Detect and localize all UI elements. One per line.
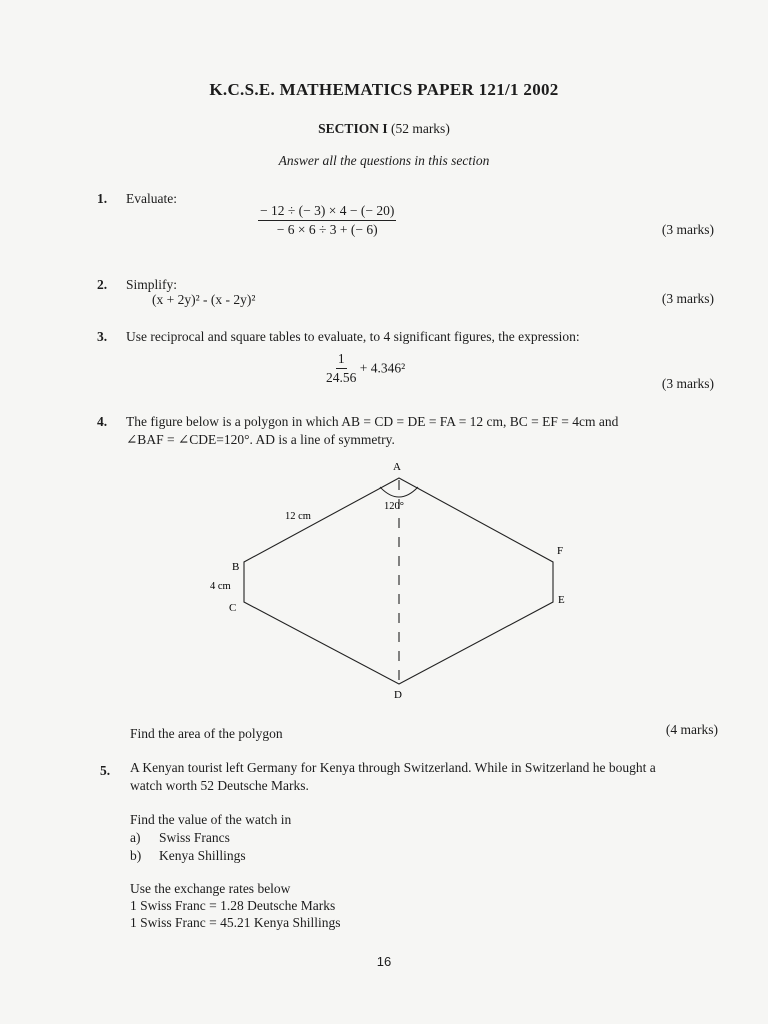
q1-denominator: − 6 × 6 ÷ 3 + (− 6) — [276, 222, 378, 237]
q1-number: 1. — [97, 191, 108, 206]
page-number: 16 — [376, 954, 392, 969]
q5-find: Find the value of the watch in — [130, 812, 292, 827]
section-instruction: Answer all the questions in this section — [278, 153, 490, 168]
q5-rate-1: 1 Swiss Franc = 1.28 Deutsche Marks — [130, 898, 336, 913]
label-e: E — [558, 594, 565, 606]
q5-line2: watch worth 52 Deutsche Marks. — [130, 778, 309, 793]
q5-part-b-text: Kenya Shillings — [159, 848, 246, 863]
q3-number: 3. — [97, 329, 108, 344]
q3-text: Use reciprocal and square tables to evaluate, to 4 significant figures, the expression: — [126, 329, 580, 344]
q5-part-b-label: b) — [130, 848, 142, 863]
q4-line2: ∠BAF = ∠CDE=120°. AD is a line of symmetry. — [126, 432, 395, 447]
q2-text: Simplify: — [126, 277, 178, 292]
q2-expression: (x + 2y)² - (x - 2y)² — [152, 292, 256, 307]
q5-line1: A Kenyan tourist left Germany for Kenya through Switzerland. While in Switzerland he bought a — [130, 760, 656, 775]
section-marks: (52 marks) — [390, 121, 450, 136]
paper-title: K.C.S.E. MATHEMATICS PAPER 121/1 2002 — [209, 80, 559, 99]
q1-numerator: − 12 ÷ (− 3) × 4 − (− 20) — [258, 203, 396, 221]
label-d: D — [394, 689, 402, 701]
q1-marks: (3 marks) — [661, 222, 714, 237]
q4-question: Find the area of the polygon — [130, 726, 283, 741]
q4-line1: The figure below is a polygon in which AB = CD = DE = FA = 12 cm, BC = EF = 4cm and — [126, 414, 619, 429]
side-ab-label: 12 cm — [285, 511, 311, 522]
q3-frac-numerator: 1 — [336, 351, 347, 369]
label-c: C — [229, 602, 237, 614]
q2-number: 2. — [97, 277, 108, 292]
section-name: SECTION I — [318, 121, 388, 136]
label-f: F — [557, 545, 564, 557]
q5-rates-heading: Use the exchange rates below — [130, 881, 291, 896]
label-a: A — [393, 461, 401, 473]
q5-part-a-label: a) — [130, 830, 141, 845]
q4-number: 4. — [97, 414, 108, 429]
q4-marks: (4 marks) — [665, 722, 718, 737]
q5-rate-2: 1 Swiss Franc = 45.21 Kenya Shillings — [130, 915, 341, 930]
q2-marks: (3 marks) — [661, 291, 714, 306]
angle-label: 120° — [384, 501, 404, 512]
q5-part-a-text: Swiss Francs — [159, 830, 230, 845]
q3-marks: (3 marks) — [661, 376, 714, 391]
q3-frac-denominator: 24.56 — [326, 370, 357, 385]
q1-text: Evaluate: — [126, 191, 177, 206]
q5-number: 5. — [100, 763, 111, 778]
side-bc-label: 4 cm — [210, 581, 231, 592]
label-b: B — [232, 561, 240, 573]
q3-square-term: + 4.346² — [359, 360, 406, 376]
